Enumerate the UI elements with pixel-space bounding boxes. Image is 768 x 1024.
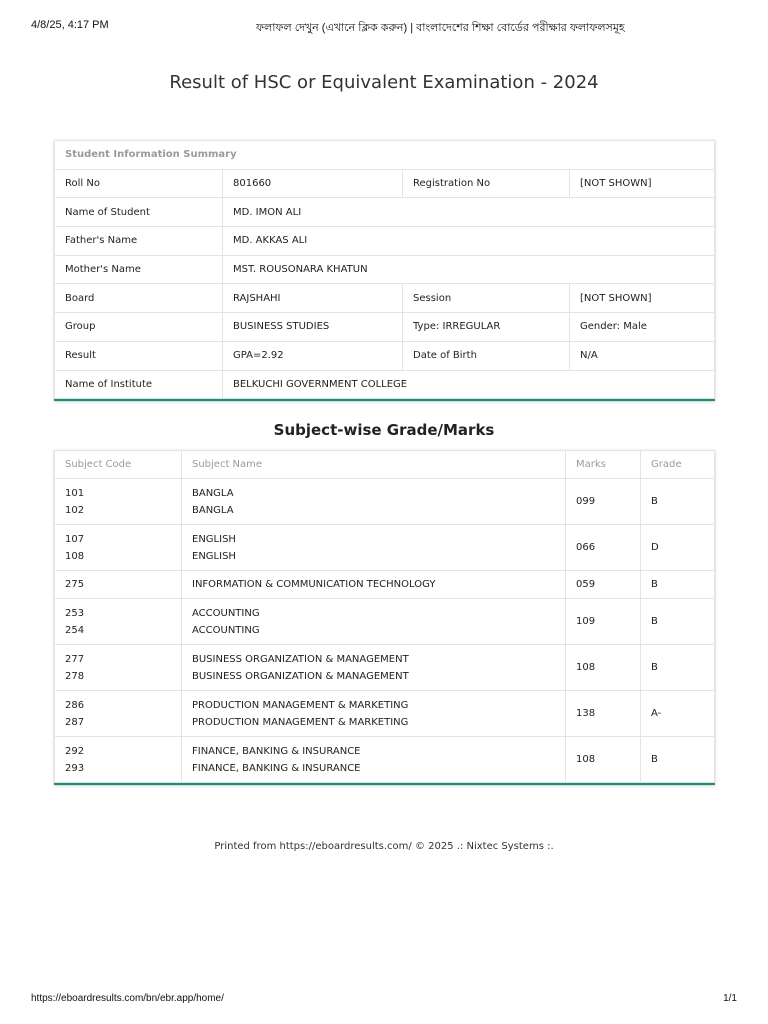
subject-code: 277: [65, 653, 85, 665]
subject-code: 253: [65, 607, 85, 619]
grade-cell: D: [641, 525, 715, 571]
subject-name-cell: [182, 645, 566, 691]
marks-cell: 108: [566, 645, 641, 691]
subject-name: BUSINESS ORGANIZATION & MANAGEMENT: [192, 653, 409, 665]
subject-name-cell: [182, 525, 566, 571]
subject-code: 292: [65, 745, 85, 757]
name-label: Name of Student: [55, 198, 223, 227]
result-value: GPA=2.92: [223, 341, 403, 370]
subject-name: ACCOUNTING: [192, 607, 260, 619]
print-page-title: ফলাফল দেখুন (এখানে ক্লিক করুন) | বাংলাদেশের শিক্ষা বোর্ডের পরীক্ষার ফলাফলসমূহ: [256, 22, 625, 34]
info-row-institute: [55, 370, 715, 399]
subject-name: FINANCE, BANKING & INSURANCE: [192, 745, 361, 757]
marks-section-title: Subject-wise Grade/Marks: [273, 421, 495, 439]
marks-cell: 099: [566, 479, 641, 525]
board-label: Board: [55, 284, 223, 313]
result-label: Result: [55, 341, 223, 370]
info-row-name: [55, 198, 715, 227]
grade-cell: B: [641, 479, 715, 525]
subject-name: ENGLISH: [192, 550, 236, 562]
subject-name-header: Subject Name: [182, 451, 566, 479]
grade-cell: B: [641, 571, 715, 599]
table-row: [55, 737, 715, 783]
name-value: MD. IMON ALI: [223, 198, 715, 227]
roll-label: Roll No: [55, 169, 223, 198]
info-row-father: [55, 227, 715, 256]
institute-label: Name of Institute: [55, 370, 223, 399]
page-title: Result of HSC or Equivalent Examination - 2024: [169, 72, 599, 93]
subject-code-cell: [55, 479, 182, 525]
gender-value: Gender: Male: [570, 313, 715, 342]
table-row: [55, 479, 715, 525]
subject-name: BUSINESS ORGANIZATION & MANAGEMENT: [192, 670, 409, 682]
table-row: [55, 571, 715, 599]
type-value: Type: IRREGULAR: [403, 313, 570, 342]
subject-code: 101: [65, 487, 85, 499]
subject-code-header: Subject Code: [55, 451, 182, 479]
table-row: [55, 599, 715, 645]
session-value: [NOT SHOWN]: [570, 284, 715, 313]
table-row: [55, 525, 715, 571]
subject-name-cell: [182, 737, 566, 783]
subject-code-cell: [55, 737, 182, 783]
subject-name-cell: [182, 479, 566, 525]
session-label: Session: [403, 284, 570, 313]
subject-name: BANGLA: [192, 487, 234, 499]
subject-code: 254: [65, 624, 85, 636]
subject-code-cell: [55, 691, 182, 737]
subject-name: FINANCE, BANKING & INSURANCE: [192, 762, 361, 774]
student-info-card: [54, 140, 715, 401]
info-row-result: [55, 341, 715, 370]
subject-name: ENGLISH: [192, 533, 236, 545]
mother-label: Mother's Name: [55, 255, 223, 284]
marks-cell: 109: [566, 599, 641, 645]
subject-code: 287: [65, 716, 85, 728]
grade-cell: B: [641, 599, 715, 645]
info-row-roll: [55, 169, 715, 198]
marks-table: [54, 450, 715, 783]
subject-name-cell: [182, 599, 566, 645]
table-row: [55, 645, 715, 691]
subject-code: 293: [65, 762, 85, 774]
printed-from-note: Printed from https://eboardresults.com/ © 2025 .: Nixtec Systems :.: [214, 841, 554, 852]
student-info-summary-title: Student Information Summary: [55, 141, 715, 170]
student-info-table: [54, 140, 715, 399]
subject-code: 286: [65, 699, 85, 711]
grade-cell: A-: [641, 691, 715, 737]
grade-cell: B: [641, 645, 715, 691]
grade-header: Grade: [641, 451, 715, 479]
mother-value: MST. ROUSONARA KHATUN: [223, 255, 715, 284]
subject-name: INFORMATION & COMMUNICATION TECHNOLOGY: [192, 579, 436, 590]
marks-cell: 059: [566, 571, 641, 599]
marks-cell: 108: [566, 737, 641, 783]
dob-value: N/A: [570, 341, 715, 370]
marks-header: Marks: [566, 451, 641, 479]
subject-code: 102: [65, 504, 85, 516]
info-row-mother: [55, 255, 715, 284]
subject-name: PRODUCTION MANAGEMENT & MARKETING: [192, 699, 409, 711]
father-value: MD. AKKAS ALI: [223, 227, 715, 256]
group-value: BUSINESS STUDIES: [223, 313, 403, 342]
subject-code-cell: [55, 645, 182, 691]
table-row: [55, 691, 715, 737]
marks-cell: 138: [566, 691, 641, 737]
print-header: [31, 19, 737, 33]
subject-code: 278: [65, 670, 85, 682]
info-row-group: [55, 313, 715, 342]
subject-code: 107: [65, 533, 85, 545]
marks-header-row: [55, 451, 715, 479]
subject-name-cell: [182, 571, 566, 599]
subject-code-cell: [55, 571, 182, 599]
subject-name: BANGLA: [192, 504, 234, 516]
institute-value: BELKUCHI GOVERNMENT COLLEGE: [223, 370, 715, 399]
subject-code-cell: [55, 525, 182, 571]
marks-card: [54, 450, 715, 785]
father-label: Father's Name: [55, 227, 223, 256]
info-row-board: [55, 284, 715, 313]
print-datetime: 4/8/25, 4:17 PM: [31, 19, 109, 31]
footer-url[interactable]: https://eboardresults.com/bn/ebr.app/home/: [31, 993, 224, 1004]
board-value: RAJSHAHI: [223, 284, 403, 313]
subject-code: 108: [65, 550, 85, 562]
subject-code: 275: [65, 579, 85, 590]
registration-label: Registration No: [403, 169, 570, 198]
subject-name: PRODUCTION MANAGEMENT & MARKETING: [192, 716, 409, 728]
group-label: Group: [55, 313, 223, 342]
subject-code-cell: [55, 599, 182, 645]
grade-cell: B: [641, 737, 715, 783]
registration-value: [NOT SHOWN]: [570, 169, 715, 198]
dob-label: Date of Birth: [403, 341, 570, 370]
roll-value: 801660: [223, 169, 403, 198]
subject-name: ACCOUNTING: [192, 624, 260, 636]
subject-name-cell: [182, 691, 566, 737]
footer-page-number: 1/1: [723, 993, 737, 1004]
marks-cell: 066: [566, 525, 641, 571]
